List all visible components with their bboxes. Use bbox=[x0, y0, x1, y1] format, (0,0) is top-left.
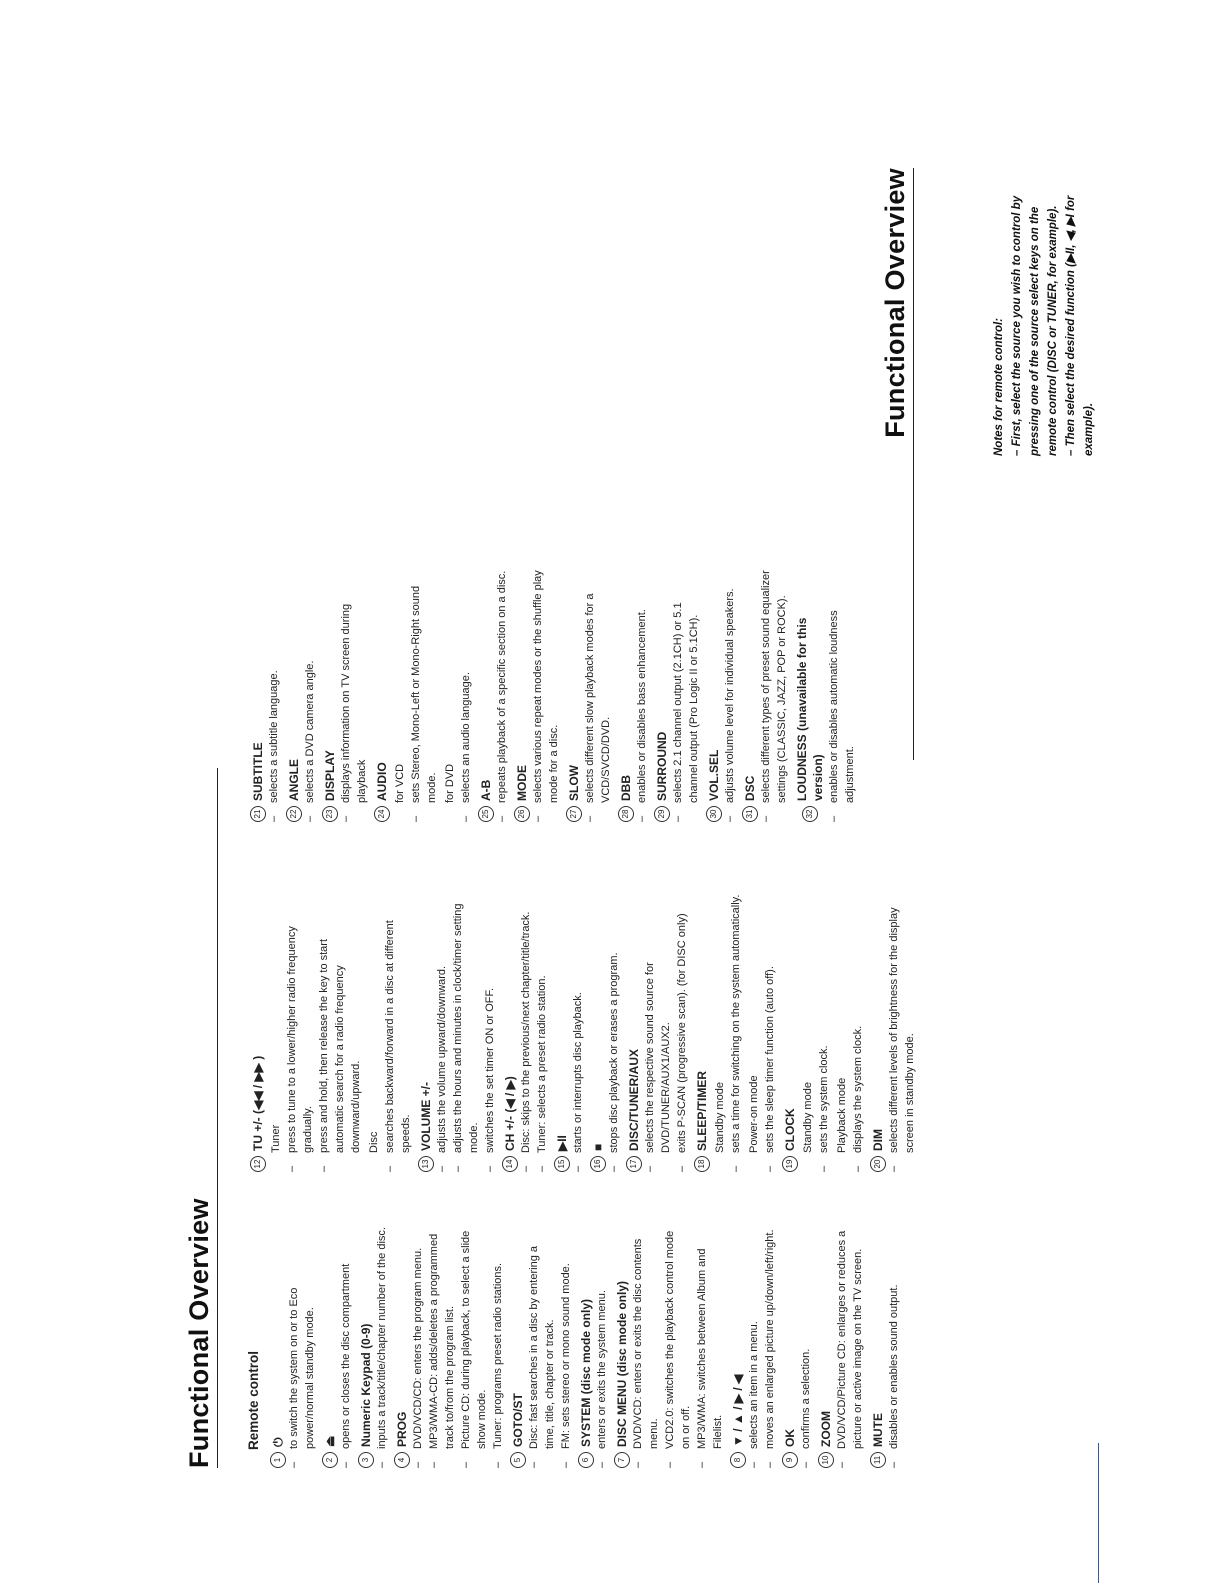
desc-line: – stops disc playback or erases a program. bbox=[608, 952, 620, 1172]
item-6 bbox=[578, 1222, 610, 1468]
item-label: SLEEP/TIMER bbox=[695, 1070, 709, 1151]
desc-line: – DVD/VCD: enters or exits the disc contents menu. bbox=[632, 1238, 660, 1468]
desc-line: – switches the set timer ON or OFF. bbox=[484, 987, 496, 1172]
desc-line: – adjusts volume level for individual speakers. bbox=[724, 588, 736, 822]
item-label: GOTO/ST bbox=[511, 1393, 525, 1447]
item-number-badge: 28 bbox=[618, 806, 634, 822]
desc-line: – sets the sleep timer function (auto off). bbox=[764, 966, 776, 1172]
desc-line: – confirms a selection. bbox=[800, 1348, 812, 1468]
item-number-badge: 9 bbox=[782, 1452, 798, 1468]
item-number-badge: 30 bbox=[706, 806, 722, 822]
desc-line: – selects the respective sound source for DVD/TUNER/AUX1/AUX2. bbox=[644, 962, 672, 1172]
column-remote-2 bbox=[246, 890, 921, 1172]
item-label: ⏻ bbox=[271, 1437, 285, 1447]
desc-line: – selects different slow playback modes for a VCD/SVCD/DVD. bbox=[584, 593, 612, 822]
item-label: ⏏ bbox=[323, 1435, 337, 1447]
item-29 bbox=[654, 570, 702, 822]
desc-line: – adjusts the volume upward/downward. bbox=[436, 965, 448, 1172]
item-label: TU +/- (◀◀ / ▶▶ ) bbox=[251, 1055, 265, 1151]
desc-line: – Tuner: selects a preset radio station. bbox=[536, 975, 548, 1172]
desc-line: – selects a subtitle language. bbox=[268, 670, 280, 822]
item-label: MUTE bbox=[871, 1413, 885, 1447]
sub-heading: Power-on mode bbox=[748, 1075, 760, 1153]
item-label: PROG bbox=[395, 1411, 409, 1447]
item-number-badge: 13 bbox=[418, 1156, 434, 1172]
item-22 bbox=[286, 570, 318, 822]
desc-line: – displays the system clock. bbox=[852, 1025, 864, 1172]
item-number-badge: 14 bbox=[502, 1156, 518, 1172]
item-7 bbox=[614, 1222, 726, 1468]
item-number-badge: 1 bbox=[270, 1452, 286, 1468]
item-19 bbox=[782, 890, 866, 1172]
desc-line: – exits P-SCAN (progressive scan). (for DISC only) bbox=[676, 913, 688, 1172]
item-number-badge: 7 bbox=[614, 1452, 630, 1468]
desc-line: – selects 2.1 channel output (2.1CH) or 5.1 channel output (Pro Logic II or 5.1CH). bbox=[672, 602, 700, 822]
desc-line: – enables or disables bass enhancement. bbox=[636, 609, 648, 822]
item-number-badge: 4 bbox=[394, 1452, 410, 1468]
item-label: DISC/TUNER/AUX bbox=[627, 1048, 641, 1151]
item-label: SYSTEM (disc mode only) bbox=[579, 1298, 593, 1447]
item-number-badge: 11 bbox=[870, 1452, 886, 1468]
notes-title: Notes for remote control: bbox=[993, 317, 1005, 456]
desc-line: – displays information on TV screen during playback bbox=[340, 603, 368, 822]
item-10 bbox=[818, 1222, 866, 1468]
desc-line: – Disc: skips to the previous/next chapter/title/track. bbox=[520, 911, 532, 1172]
item-11 bbox=[870, 1222, 902, 1468]
section-title: Remote control bbox=[246, 1350, 261, 1450]
desc-line: – sets Stereo, Mono-Left or Mono-Right sound mode. bbox=[410, 585, 438, 822]
item-label: SUBTITLE bbox=[251, 742, 265, 801]
notes-line-1: – First, select the source you wish to control by pressing one of the source select keys on the remote control (DISC or TUNER, for example). bbox=[1011, 195, 1059, 456]
item-label: DBB bbox=[619, 775, 633, 801]
item-label: VOLUME +/- bbox=[419, 1081, 433, 1151]
item-9 bbox=[782, 1222, 814, 1468]
desc-line: – press to tune to a lower/higher radio frequency gradually. bbox=[286, 926, 314, 1172]
item-number-badge: 25 bbox=[478, 806, 494, 822]
desc-line: – DVD/VCD/Picture CD: enlarges or reduces a picture or active image on the TV screen. bbox=[836, 1230, 864, 1468]
item-12 bbox=[250, 890, 414, 1172]
item-15 bbox=[554, 890, 586, 1172]
desc-line: – selects an item in a menu. bbox=[748, 1321, 760, 1468]
sub-heading: for VCD bbox=[394, 763, 406, 803]
item-number-badge: 32 bbox=[802, 806, 818, 822]
item-30 bbox=[706, 570, 738, 822]
page-title-right: Functional Overview bbox=[880, 168, 910, 438]
item-number-badge: 16 bbox=[590, 1156, 606, 1172]
item-number-badge: 31 bbox=[742, 806, 758, 822]
item-24 bbox=[374, 570, 474, 822]
sub-heading: Playback mode bbox=[836, 1077, 848, 1153]
item-label: SURROUND bbox=[655, 731, 669, 801]
desc-line: – sets the system clock. bbox=[818, 1045, 830, 1172]
item-number-badge: 6 bbox=[578, 1452, 594, 1468]
item-label: OK bbox=[783, 1429, 797, 1447]
item-label: Numeric Keypad (0-9) bbox=[359, 1323, 373, 1447]
item-5 bbox=[510, 1222, 574, 1468]
item-label: DIM bbox=[871, 1129, 885, 1151]
item-21 bbox=[250, 570, 282, 822]
item-label: A-B bbox=[479, 779, 493, 801]
item-number-badge: 29 bbox=[654, 806, 670, 822]
item-14 bbox=[502, 890, 550, 1172]
item-label: CH +/- (◀ / ▶) bbox=[503, 1076, 517, 1151]
page-header-right bbox=[880, 168, 914, 760]
item-label: ZOOM bbox=[819, 1411, 833, 1447]
desc-line: – selects different types of preset sound equalizer settings (CLASSIC, JAZZ, POP or ROCK). bbox=[760, 570, 788, 822]
item-number-badge: 3 bbox=[358, 1452, 374, 1468]
notes-line-2: – Then select the desired function (▶II, ◀, ▶I for example). bbox=[1065, 195, 1095, 456]
item-label: CLOCK bbox=[783, 1108, 797, 1151]
item-4 bbox=[394, 1222, 506, 1468]
item-1 bbox=[270, 1222, 318, 1468]
item-number-badge: 10 bbox=[818, 1452, 834, 1468]
sub-heading: for DVD bbox=[444, 763, 456, 803]
item-number-badge: 17 bbox=[626, 1156, 642, 1172]
item-number-badge: 20 bbox=[870, 1156, 886, 1172]
desc-line: – selects an audio language. bbox=[460, 672, 472, 822]
desc-line: – sets a time for switching on the system automatically. bbox=[730, 894, 742, 1172]
item-27 bbox=[566, 570, 614, 822]
item-label: ANGLE bbox=[287, 759, 301, 801]
item-17 bbox=[626, 890, 690, 1172]
sub-heading: Disc bbox=[368, 1131, 380, 1153]
desc-line: – press and hold, then release the key to start automatic search for a radio frequency downward/upward. bbox=[318, 938, 362, 1172]
item-number-badge: 8 bbox=[730, 1452, 746, 1468]
desc-line: – moves an enlarged picture up/down/left/right. bbox=[764, 1229, 776, 1468]
item-8 bbox=[730, 1222, 778, 1468]
desc-line: – DVD/VCD/CD: enters the program menu. bbox=[412, 1247, 424, 1468]
item-23 bbox=[322, 570, 370, 822]
desc-line: – Disc: fast searches in a disc by entering a time, title, chapter or track. bbox=[528, 1246, 556, 1468]
desc-line: – disables or enables sound output. bbox=[888, 1284, 900, 1468]
item-13 bbox=[418, 890, 498, 1172]
desc-line: – enters or exits the system menu. bbox=[596, 1290, 608, 1468]
desc-line: – inputs a track/title/chapter number of the disc. bbox=[376, 1227, 388, 1468]
desc-line: – enables or disables automatic loudness adjustment. bbox=[828, 610, 856, 822]
desc-line: – MP3/WMA-CD: adds/deletes a programmed track to/from the program list. bbox=[428, 1233, 456, 1468]
item-number-badge: 5 bbox=[510, 1452, 526, 1468]
item-label: DISPLAY bbox=[323, 750, 337, 801]
desc-line: – selects a DVD camera angle. bbox=[304, 660, 316, 822]
desc-line: – searches backward/forward in a disc at different speeds. bbox=[384, 920, 412, 1172]
item-label: AUDIO bbox=[375, 762, 389, 801]
item-label: SLOW bbox=[567, 765, 581, 801]
item-number-badge: 19 bbox=[782, 1156, 798, 1172]
item-number-badge: 21 bbox=[250, 806, 266, 822]
item-label: MODE bbox=[515, 765, 529, 801]
desc-line: – to switch the system on or to Eco power/normal standby mode. bbox=[288, 1287, 316, 1468]
remote-item-list bbox=[270, 1222, 902, 1468]
item-number-badge: 2 bbox=[322, 1452, 338, 1468]
item-18 bbox=[694, 890, 778, 1172]
desc-line: – selects different levels of brightness for the display screen in standby mode. bbox=[888, 907, 916, 1172]
item-2 bbox=[322, 1222, 354, 1468]
desc-line: – VCD2.0: switches the playback control mode on or off. bbox=[664, 1230, 692, 1468]
desc-line: – opens or closes the disc compartment bbox=[340, 1263, 352, 1468]
item-3 bbox=[358, 1222, 390, 1468]
item-number-badge: 27 bbox=[566, 806, 582, 822]
item-label: ▼ / ▲ / ▶ / ◀ bbox=[731, 1374, 745, 1447]
page-title-left: Functional Overview bbox=[184, 1198, 214, 1468]
item-number-badge: 12 bbox=[250, 1156, 266, 1172]
desc-line: – MP3/WMA: switches between Album and Filelist. bbox=[696, 1248, 724, 1468]
item-26 bbox=[514, 570, 562, 822]
sub-heading: Tuner bbox=[270, 1124, 282, 1153]
item-20 bbox=[870, 890, 918, 1172]
play-pause-icon: ▶II bbox=[555, 1135, 569, 1151]
item-label: DSC bbox=[743, 775, 757, 801]
desc-line: – Picture CD: during playback, to select a slide show mode. bbox=[460, 1230, 488, 1468]
desc-line: – selects various repeat modes or the shuffle play mode for a disc. bbox=[532, 570, 560, 822]
desc-line: – starts or interrupts disc playback. bbox=[572, 992, 584, 1172]
sub-heading: Standby mode bbox=[714, 1082, 726, 1153]
item-number-badge: 26 bbox=[514, 806, 530, 822]
stop-icon: ■ bbox=[591, 1143, 605, 1151]
item-label: LOUDNESS (unavailable for this version) bbox=[795, 617, 825, 801]
page-edge-rule bbox=[1098, 1443, 1099, 1583]
item-number-badge: 24 bbox=[374, 806, 390, 822]
item-label: DISC MENU (disc mode only) bbox=[615, 1280, 629, 1447]
item-16 bbox=[590, 890, 622, 1172]
item-32 bbox=[794, 570, 858, 822]
remote-notes bbox=[990, 166, 1098, 456]
item-28 bbox=[618, 570, 650, 822]
column-remote-3 bbox=[246, 570, 861, 822]
page-header-left bbox=[184, 768, 218, 1468]
item-number-badge: 23 bbox=[322, 806, 338, 822]
desc-line: – Tuner: programs preset radio stations. bbox=[492, 1262, 504, 1468]
item-number-badge: 18 bbox=[694, 1156, 710, 1172]
sub-heading: Standby mode bbox=[802, 1082, 814, 1153]
desc-line: – FM: sets stereo or mono sound mode. bbox=[560, 1263, 572, 1468]
item-number-badge: 22 bbox=[286, 806, 302, 822]
item-25 bbox=[478, 570, 510, 822]
item-label: VOL.SEL bbox=[707, 749, 721, 801]
desc-line: – adjusts the hours and minutes in clock/timer setting mode. bbox=[452, 903, 480, 1172]
desc-line: – repeats playback of a specific section on a disc. bbox=[496, 570, 508, 822]
item-31 bbox=[742, 570, 790, 822]
item-number-badge: 15 bbox=[554, 1156, 570, 1172]
column-remote-1 bbox=[246, 1222, 905, 1468]
